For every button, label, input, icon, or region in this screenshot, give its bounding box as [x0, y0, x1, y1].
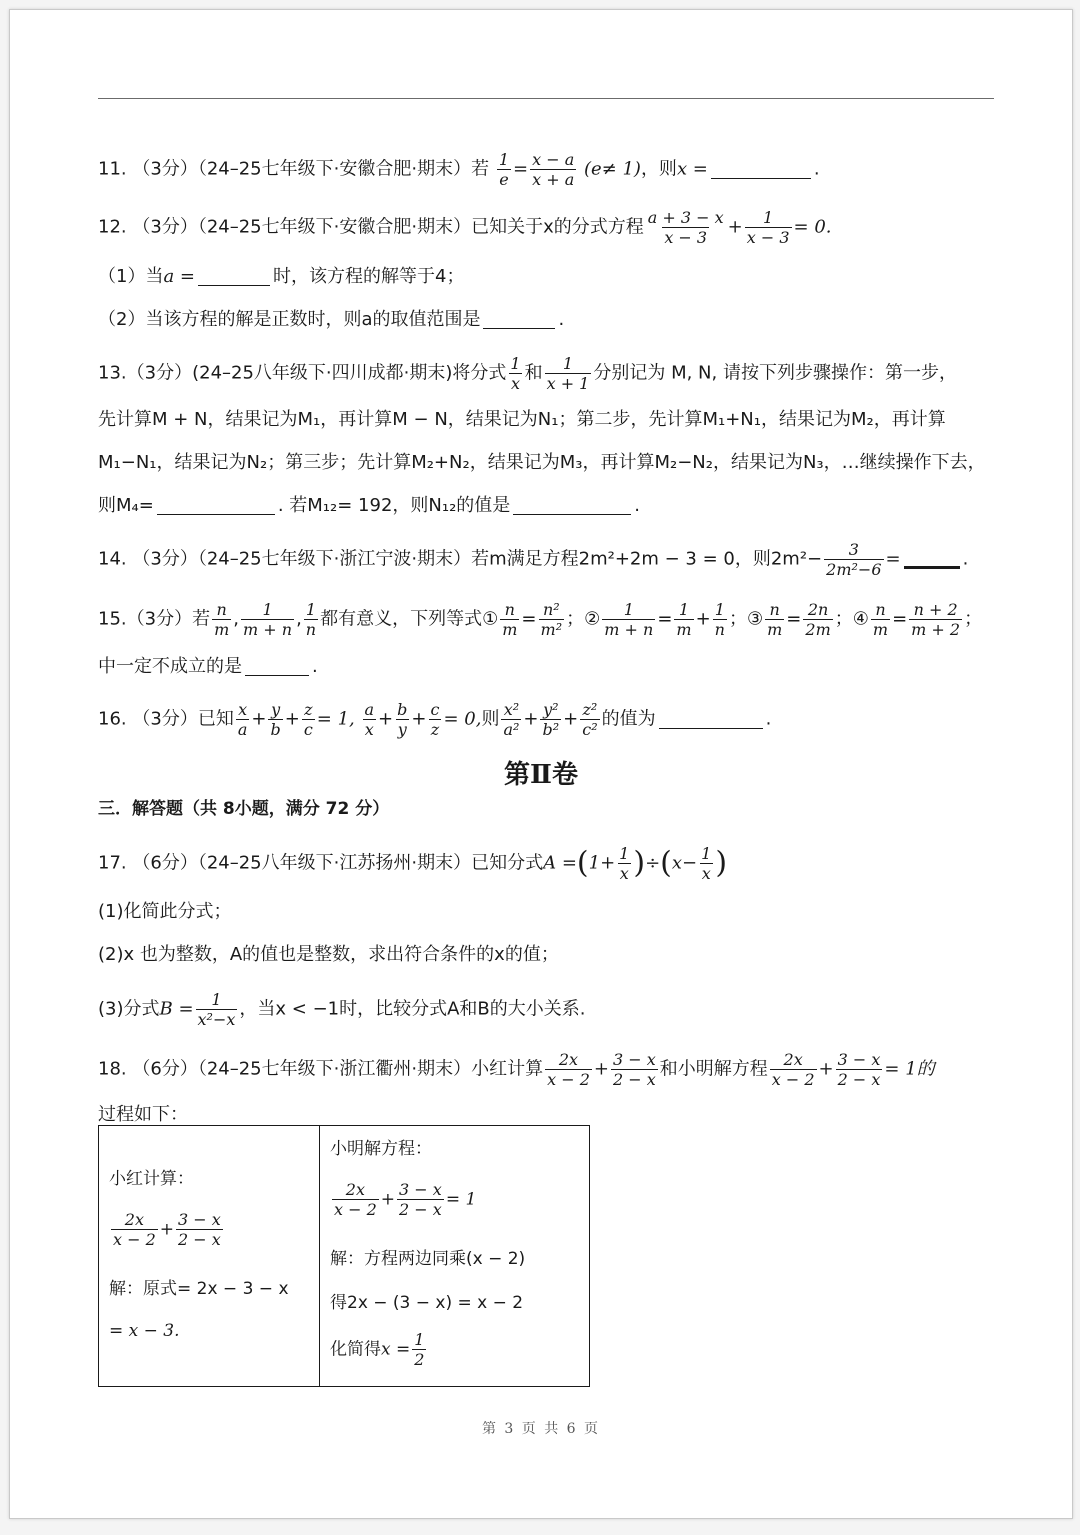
answer-blank[interactable]: [513, 496, 631, 515]
fraction: $\frac{3}{\text{2m²−6}}$: [826, 540, 882, 579]
answer-blank[interactable]: [711, 160, 811, 179]
xiaohong-cell: 小红计算： $\frac{2x}{x - 2}$ + $\frac{3 - x}{2 - x}$ 解：原式= 2x − 3 − x = x − 3.: [99, 1126, 320, 1387]
fraction: $\frac{a + 3 - x}{x - 3}$: [647, 208, 724, 247]
question-17-part-1: (1)化简此分式；: [98, 901, 232, 922]
answer-blank[interactable]: [245, 657, 309, 676]
part-2-title: 第Ⅱ卷: [504, 760, 578, 790]
xiaoming-step-3: 化简得x = $\frac{1}{2}$: [330, 1330, 425, 1369]
question-14: 14. （3分）（24–25七年级下·浙江宁波·期末）若m满足方程2m²+2m − 3 = 0，则2m²− $\frac{3}{\text{2m²−6}}$ = .: [98, 540, 969, 579]
answer-blank[interactable]: [659, 710, 763, 729]
xiaoming-equation: $\frac{2x}{x - 2}$ + $\frac{3 - x}{2 - x}$ = 1: [334, 1180, 477, 1219]
answer-blank[interactable]: [198, 267, 270, 286]
fraction: $\frac{1}{x}$: [510, 354, 521, 393]
xiaohong-expression: $\frac{2x}{x - 2}$ + $\frac{3 - x}{2 - x}$: [113, 1210, 221, 1249]
answer-blank[interactable]: [904, 548, 960, 569]
question-13-line-3: M₁−N₁，结果记为N₂；第三步；先计算M₂+N₂，结果记为M₃，再计算M₂−N₂，结果记为N₃，…继续操作下去，: [98, 452, 986, 473]
question-15-line-2: 中一定不成立的是 .: [98, 656, 318, 677]
fraction: $\frac{1}{e}$: [498, 150, 510, 189]
question-15: 15.（3分）若 $\frac{n}{m}$ , $\frac{1}{m + n}$ , $\frac{1}{n}$ 都有意义，下列等式① $\frac{n}{m}$ = $\frac{\text{n²}}{\text{m²}}$ ；② $\frac{1}{m + n}$ = $\frac{1}{m}$ + $\frac{1}{n}$ ；③ $\frac{n}{m}$ = $\frac{2n}{2m}$ ；④ $\frac{n}{m}$ = $\frac{n + 2}{m + 2}$ ；: [98, 600, 983, 639]
exam-page: [9, 9, 1073, 1519]
question-18-line-2: 过程如下：: [98, 1104, 188, 1125]
question-17-part-2: (2)x 也为整数，A的值也是整数，求出符合条件的x的值；: [98, 944, 559, 965]
question-13: 13.（3分）(24–25八年级下·四川成都·期末)将分式 $\frac{1}{x}$ 和 $\frac{1}{x + 1}$ 分别记为 M, N, 请按下列步骤操作：第一步，: [98, 354, 957, 393]
question-12: 12. （3分）（24–25七年级下·安徽合肥·期末）已知关于x的分式方程 $\frac{a + 3 - x}{x - 3}$ + $\frac{1}{x - 3}$ = 0.: [98, 208, 832, 247]
question-12-part-1: （1）当a = 时，该方程的解等于4；: [98, 266, 465, 287]
fraction: $\frac{x - a}{x + a}$: [532, 150, 575, 189]
fraction: $\frac{1}{x - 3}$: [746, 208, 790, 247]
question-18: 18. （6分）（24–25七年级下·浙江衢州·期末）小红计算 $\frac{2x}{x - 2}$ + $\frac{3 - x}{2 - x}$ 和小明解方程 $\frac{2x}{x - 2}$ + $\frac{3 - x}{2 - x}$ = 1的: [98, 1050, 935, 1089]
question-13-line-2: 先计算M + N，结果记为M₁，再计算M − N，结果记为N₁；第二步，先计算M₁+N₁，结果记为M₂，再计算: [98, 409, 946, 430]
section-3-heading: 三．解答题（共 8小题，满分 72 分）: [98, 799, 390, 819]
xiaoming-cell: 小明解方程： $\frac{2x}{x - 2}$ + $\frac{3 - x}{2 - x}$ = 1 解：方程两边同乘(x − 2) 得2x − (3 − x) = x − 2 化简得x = $\frac{1}{2}$: [320, 1126, 590, 1387]
question-13-line-4: 则M₄= . 若M₁₂= 192，则N₁₂的值是 .: [98, 495, 641, 516]
fraction: $\frac{1}{x + 1}$: [546, 354, 590, 393]
question-11: 11. （3分）（24–25七年级下·安徽合肥·期末）若 $\frac{1}{e}$ = $\frac{x - a}{x + a}$ (e≠ 1)，则x = .: [98, 150, 820, 189]
question-16: 16. （3分）已知 $\frac{x}{a}$ + $\frac{y}{b}$ + $\frac{z}{c}$ = 1, $\frac{a}{x}$ + $\frac{b}{y}$ + $\frac{c}{z}$ = 0,则 $\frac{\text{x²}}{\text{a²}}$ + $\frac{\text{y²}}{\text{b²}}$ + $\frac{\text{z²}}{\text{c²}}$ 的值为 .: [98, 700, 772, 739]
page-footer: 第 3 页 共 6 页: [481, 1421, 601, 1437]
answer-blank[interactable]: [483, 310, 555, 329]
header-rule: [98, 98, 994, 99]
solution-table: [98, 1125, 590, 1387]
question-12-part-2: （2）当该方程的解是正数时，则a的取值范围是 .: [98, 309, 565, 330]
answer-blank[interactable]: [157, 496, 275, 515]
question-17-part-3: (3)分式B = $\frac{1}{\text{x²−x}}$ ，当x < −1时，比较分式A和B的大小关系.: [98, 990, 586, 1029]
question-17: 17. （6分）（24–25八年级下·江苏扬州·期末）已知分式A =(1+ $\frac{1}{x}$ )÷(x− $\frac{1}{x}$ ): [98, 844, 728, 883]
